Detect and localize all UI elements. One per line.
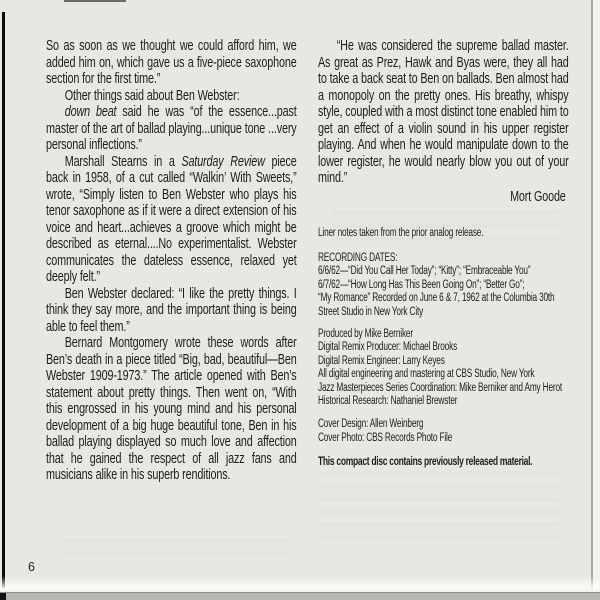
page-curl-highlight [0, 576, 600, 592]
liner-note: Liner notes taken from the prior analog release. [318, 227, 484, 239]
recording-date-line: 6/7/62—“How Long Has This Been Going On”; “Better Go”; [318, 278, 525, 291]
ballad-master-quote: “He was considered the supreme ballad master. As great as Prez, Hawk and Byas were, they all had to take a back seat to Ben on ballads. Ben almost had a monopoly on the pretty ones. His breathy, whispy style, coupled with a most distinct tone enabled him to get an effect of a violin sound in his upper register playing. And when he would manipulate down to the lower register, he would nearly blow you out of your mind.” [318, 37, 569, 186]
recording-date-line: “My Romance” Recorded on June 6 & 7, 1962 at the Columbia 30th Street Studio in New York City [318, 292, 555, 318]
bleed-through-smudge [320, 472, 558, 550]
recording-dates-lines [318, 265, 569, 319]
scan-corner-mark [0, 593, 6, 600]
production-credits [318, 328, 569, 408]
credit-line: Jazz Masterpieces Series Coordination: Mike Berniker and Amy Herot [318, 381, 562, 394]
left-column-paragraphs [46, 38, 297, 484]
left-column [46, 38, 297, 484]
scan-edge-bottom-strip [0, 592, 600, 600]
credit-line: Digital Remix Engineer: Larry Keyes [318, 354, 445, 367]
credit-line: Cover Photo: CBS Records Photo File [318, 431, 453, 444]
scan-edge-left-line [2, 12, 5, 588]
scan-edge-right-strip [593, 0, 600, 600]
credit-line: All digital engineering and mastering at CBS Studio, New York [318, 368, 535, 381]
quote-attribution: Mort Goode [510, 187, 566, 205]
paragraph: So as soon as we thought we could afford him, we added him on, which gave us a five-piece saxophone section for the first time.” [46, 37, 297, 87]
bleed-through-smudge [62, 540, 288, 566]
page-number: 6 [28, 560, 35, 574]
recording-dates-heading: RECORDING DATES: [318, 251, 398, 264]
paragraph: Bernard Montgomery wrote these words after Ben’s death in a piece titled “Big, bad, beautiful—Ben Webster 1909-1973.” The article opened with Ben’s statement about pretty things. Then went on, “With this engrossed in his young mind and his personal development of a big huge beautiful tone, Ben in his ballad playing displayed so much love and affection that he gained the respect of all jazz fans and musicians alike in his superb renditions. [46, 334, 297, 483]
credit-line: Cover Design: Allen Weinberg [318, 418, 424, 431]
recording-date-line: 6/6/62—“Did You Call Her Today”; “Kitty”; “Embraceable You” [318, 265, 531, 278]
paragraph: Marshall Stearns in a Saturday Review piece back in 1958, of a cut called “Walkin’ With Sweets,” wrote, “Simply listen to Ben Webster who plays his tenor saxophone as if it were a direct extension of his voice and heart...achieves a groove which might be described as eternal....No experimentalist. Webster communicates the dateless essence, relaxed yet deeply felt.” [46, 152, 297, 285]
page-fold-right-line [591, 0, 593, 600]
right-column [318, 38, 569, 469]
credit-line: Produced by Mike Berniker [318, 327, 413, 340]
credit-line: Digital Remix Producer: Michael Brooks [318, 341, 458, 354]
paragraph: down beat said he was “of the essence...past master of the art of ballad playing...unique tone ...very personal inflections.” [46, 103, 297, 153]
paragraph: Ben Webster declared: “I like the pretty things. I think they say more, and the important thing is being able to feel them.” [46, 284, 297, 335]
reissue-notice: This compact disc contains previously released material. [318, 454, 533, 469]
paragraph: Other things said about Ben Webster: [64, 86, 240, 104]
scan-edge-top-streak [64, 0, 126, 2]
credit-line: Historical Research: Nathaniel Brewster [318, 394, 458, 407]
recording-dates-block [318, 252, 569, 319]
cover-credits [318, 418, 569, 445]
